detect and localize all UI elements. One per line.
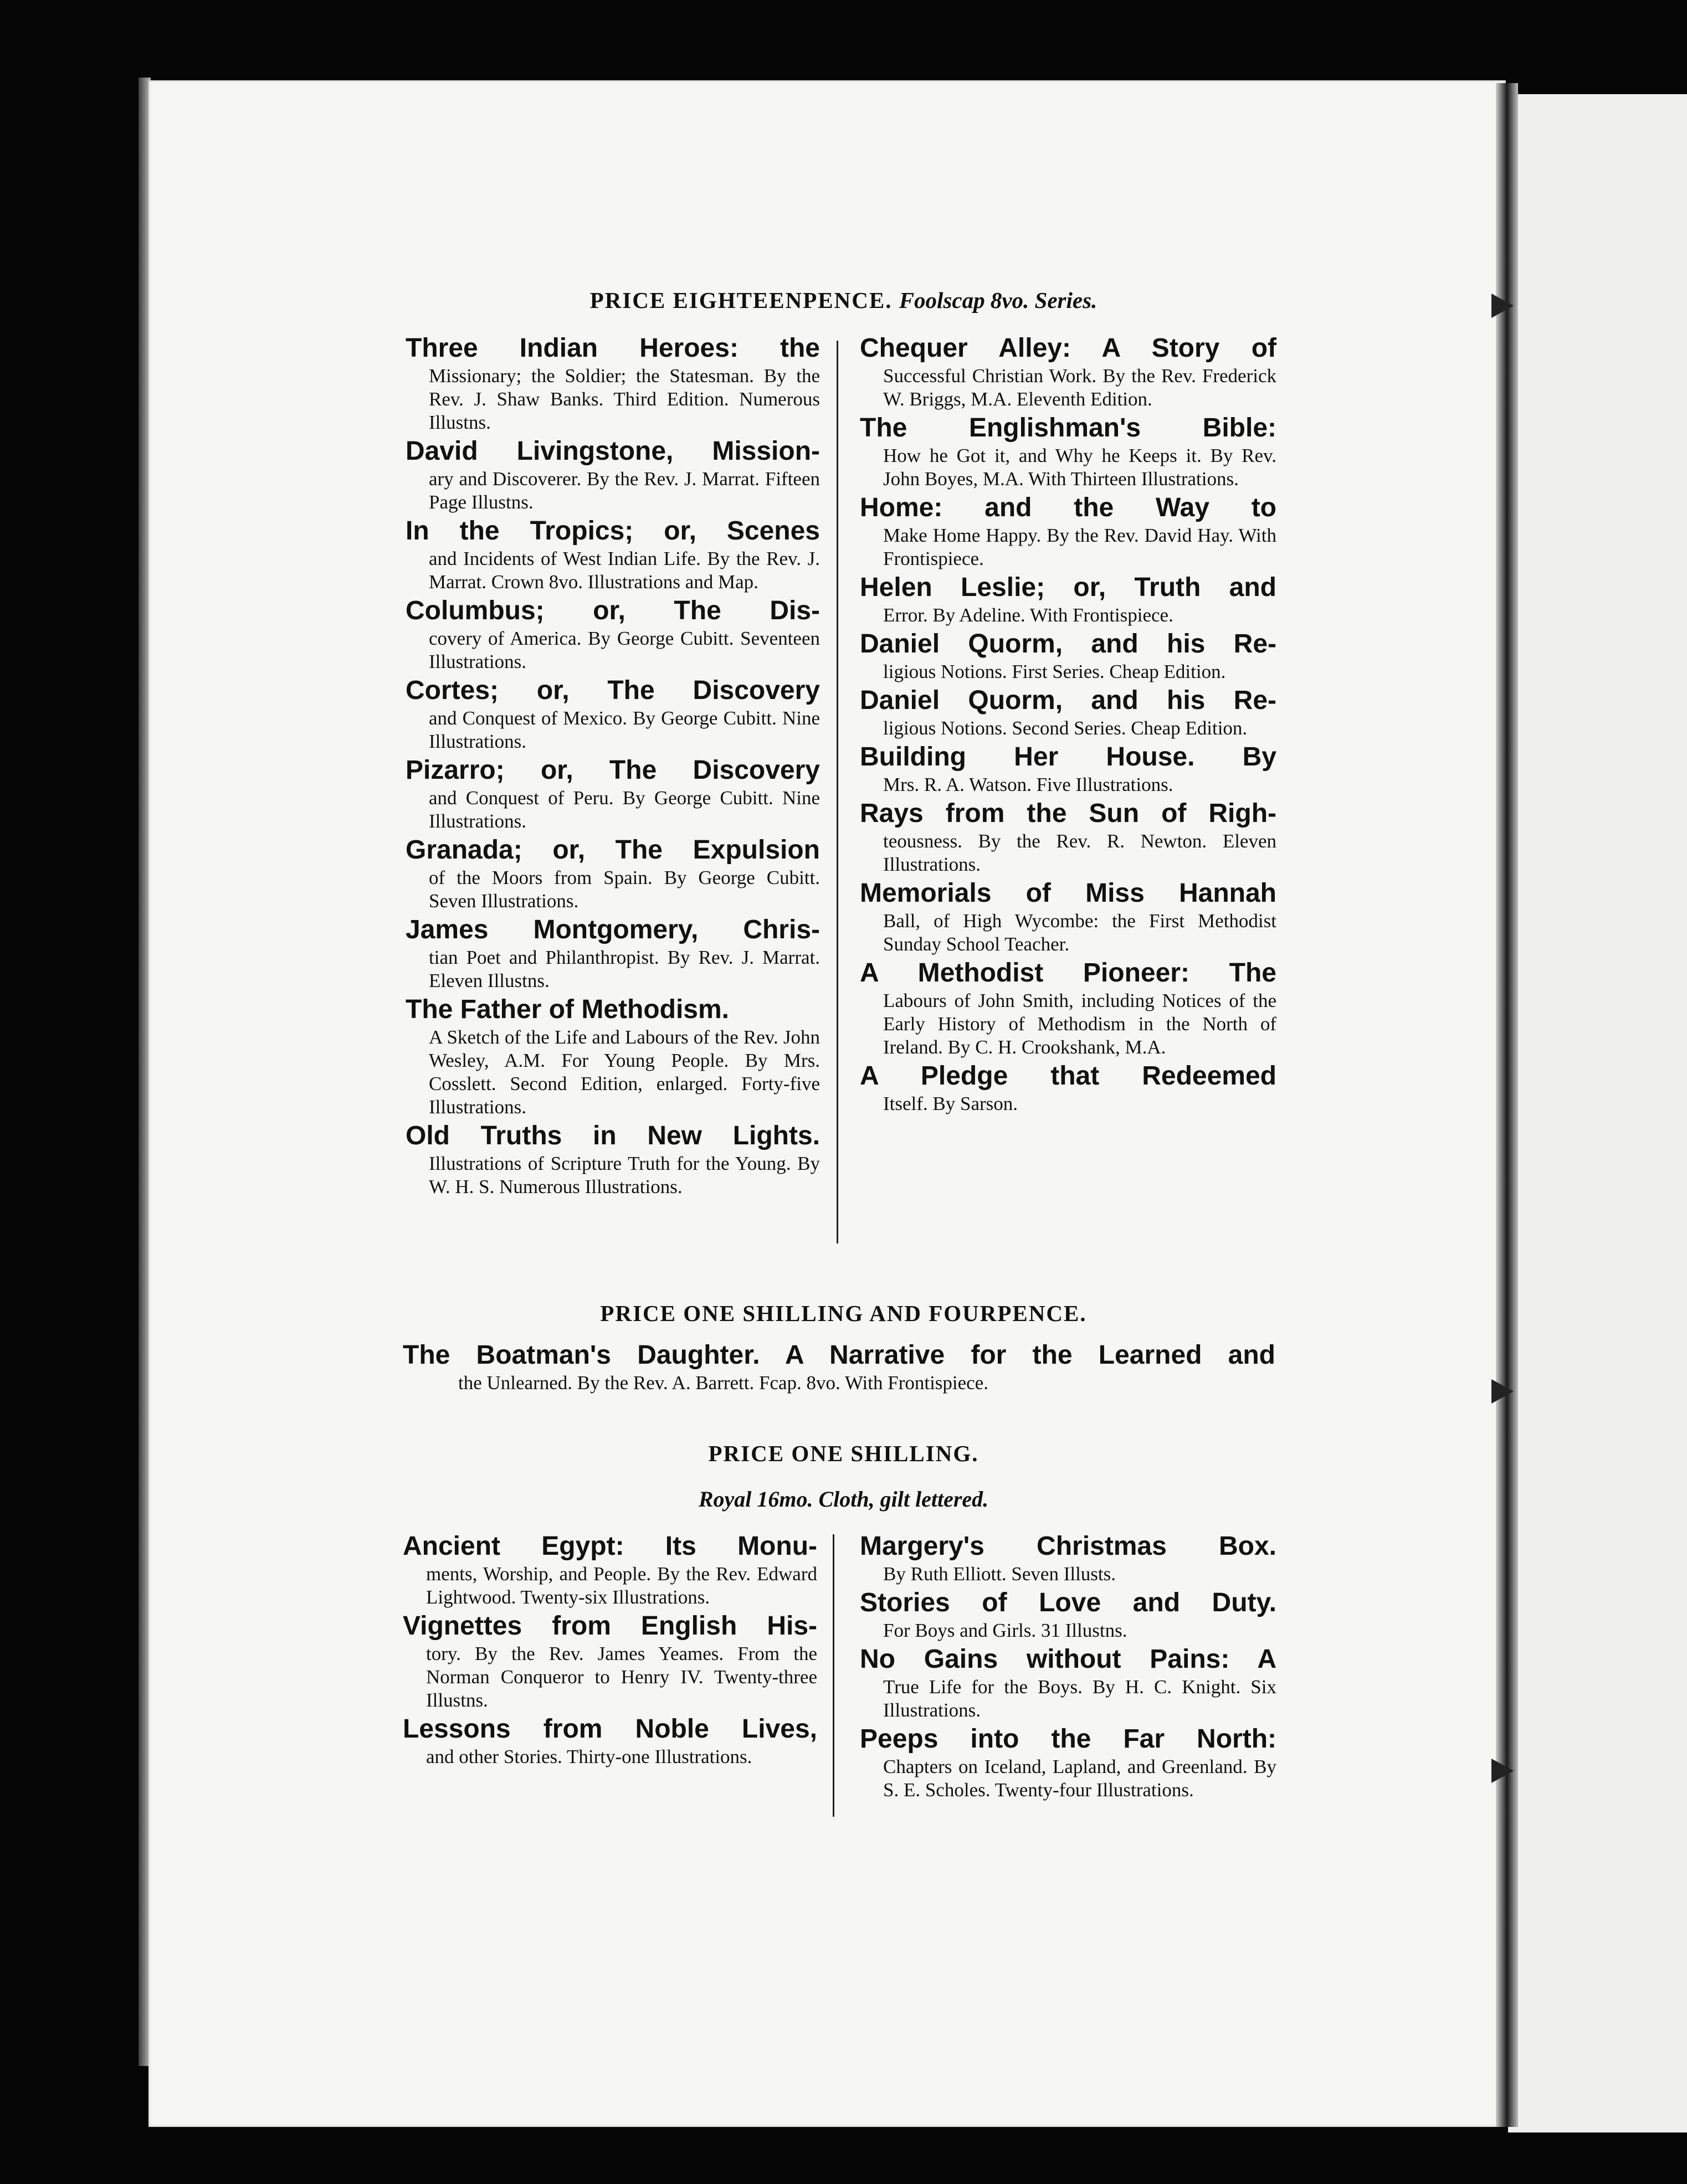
book-title: In the Tropics; or, Scenes [406,516,820,546]
column-left-shilling [403,1530,817,1770]
book-entry [406,332,820,434]
section-subheading: Royal 16mo. Cloth, gilt lettered. [698,1487,989,1512]
book-entry [860,957,1276,1059]
book-description: By Ruth Elliott. Seven Illusts. [883,1563,1116,1585]
book-title: The Englishman's Bible: [860,413,1276,443]
page-tab-marker [1491,1379,1514,1404]
book-entry [860,1643,1276,1722]
column-divider [837,341,838,1243]
section-heading-fourpence: PRICE ONE SHILLING AND FOURPENCE. [600,1301,1087,1326]
book-title: Peeps into the Far North: [860,1724,1276,1754]
book-entry [406,1120,820,1199]
book-title: No Gains without Pains: A [860,1645,1276,1674]
book-entry [406,595,820,674]
facing-page-edge [1508,94,1687,2132]
book-description: Itself. By Sarson. [883,1093,1018,1114]
book-description: How he Got it, and Why he Keeps it. By Rev. John Boyes, M.A. With Thirteen Illustrations. [883,445,1276,490]
column-right-shilling [860,1530,1276,1803]
book-entry [860,741,1276,796]
book-description: and Incidents of West Indian Life. By the Rev. J. Marrat. Crown 8vo. Illustrations and Map. [429,548,820,593]
book-entry [406,914,820,993]
book-description: Chapters on Iceland, Lapland, and Greenland. By S. E. Scholes. Twenty-four Illustrations. [883,1756,1276,1801]
book-title: Pizarro; or, The Discovery [406,756,820,785]
book-entry [860,1060,1276,1116]
book-title: Stories of Love and Duty. [860,1588,1276,1617]
book-entry [406,834,820,913]
book-title: Memorials of Miss Hannah [860,878,1276,908]
book-title: Rays from the Sun of Righ- [860,799,1276,828]
book-description: True Life for the Boys. By H. C. Knight. Six Illustrations. [883,1676,1276,1721]
book-title: A Pledge that Redeemed [860,1061,1276,1091]
book-description: Mrs. R. A. Watson. Five Illustrations. [883,774,1173,795]
book-title: Lessons from Noble Lives, [403,1714,817,1744]
book-title: Granada; or, The Expulsion [406,835,820,865]
book-title: The Boatman's Daughter. A Narrative for the Learned and [403,1340,1275,1370]
book-description: of the Moors from Spain. By George Cubitt. Seven Illustrations. [429,867,820,912]
book-title: Helen Leslie; or, Truth and [860,573,1276,602]
book-title: David Livingstone, Mission- [406,436,820,466]
book-description: Make Home Happy. By the Rev. David Hay. With Frontispiece. [883,525,1276,569]
book-entry [403,1713,817,1769]
book-title: Three Indian Heroes: the [406,333,820,363]
page-tab-marker [1491,1759,1514,1783]
book-entry [860,685,1276,740]
book-description: ligious Notions. Second Series. Cheap Edition. [883,717,1248,739]
scanned-page [148,80,1506,2127]
book-entry [406,675,820,753]
book-title: Cortes; or, The Discovery [406,676,820,705]
book-title: James Montgomery, Chris- [406,915,820,944]
book-description: Missionary; the Soldier; the Statesman. By the Rev. J. Shaw Banks. Third Edition. Numerous Illustns. [429,365,820,433]
book-title: The Father of Methodism. [406,995,730,1024]
section-heading-eighteenpence [0,287,1687,314]
book-entry [860,492,1276,571]
book-entry [403,1610,817,1712]
book-entry [406,515,820,594]
column-right-eighteenpence [860,332,1276,1117]
book-entry [860,1530,1276,1586]
book-description: covery of America. By George Cubitt. Seventeen Illustrations. [429,628,820,672]
book-entry-full-width [403,1339,1275,1395]
book-title: Home: and the Way to [860,493,1276,522]
book-description: ments, Worship, and People. By the Rev. Edward Lightwood. Twenty-six Illustrations. [426,1563,817,1608]
book-description: tian Poet and Philanthropist. By Rev. J. Marrat. Eleven Illustns. [429,947,820,991]
book-description: tory. By the Rev. James Yeames. From the Norman Conqueror to Henry IV. Twenty-three Illustns. [426,1643,817,1711]
book-title: Chequer Alley: A Story of [860,333,1276,363]
book-entry [860,572,1276,627]
book-description: teousness. By the Rev. R. Newton. Eleven Illustrations. [883,830,1276,875]
section-heading-shilling: PRICE ONE SHILLING. [708,1441,979,1466]
book-entry [860,877,1276,956]
book-title: Ancient Egypt: Its Monu- [403,1532,817,1561]
book-entry [860,628,1276,684]
column-divider [833,1534,834,1817]
heading-text: PRICE EIGHTEENPENCE. [589,287,893,313]
book-title: A Methodist Pioneer: The [860,958,1276,988]
book-entry [860,332,1276,411]
column-left-eighteenpence [406,332,820,1200]
book-description: Error. By Adeline. With Frontispiece. [883,604,1173,626]
book-title: Daniel Quorm, and his Re- [860,629,1276,659]
book-title: Vignettes from English His- [403,1611,817,1641]
book-description: Successful Christian Work. By the Rev. Frederick W. Briggs, M.A. Eleventh Edition. [883,365,1276,410]
heading-italic-text: Foolscap 8vo. Series. [899,287,1098,313]
book-entry [860,798,1276,876]
book-entry [860,1723,1276,1802]
book-description: and other Stories. Thirty-one Illustrations. [426,1746,752,1767]
book-description: For Boys and Girls. 31 Illustns. [883,1620,1127,1641]
book-description: Illustrations of Scripture Truth for the Young. By W. H. S. Numerous Illustrations. [429,1153,820,1198]
book-description: A Sketch of the Life and Labours of the Rev. John Wesley, A.M. For Young People. By Mrs. Cosslett. Second Edition, enlarged. Forty-five Illustrations. [429,1026,820,1118]
book-description: ary and Discoverer. By the Rev. J. Marrat. Fifteen Page Illustns. [429,468,820,513]
book-title: Daniel Quorm, and his Re- [860,686,1276,715]
book-entry [406,754,820,833]
book-title: Old Truths in New Lights. [406,1121,820,1150]
book-entry [403,1530,817,1609]
book-description: Ball, of High Wycombe: the First Methodist Sunday School Teacher. [883,910,1276,955]
book-description: Labours of John Smith, including Notices of the Early History of Methodism in the North of Ireland. By C. H. Crookshank, M.A. [883,990,1276,1058]
book-entry [406,435,820,514]
book-entry [860,412,1276,491]
book-title: Columbus; or, The Dis- [406,596,820,625]
book-description: and Conquest of Peru. By George Cubitt. Nine Illustrations. [429,787,820,832]
book-entry [860,1587,1276,1642]
book-title: Margery's Christmas Box. [860,1532,1276,1561]
book-description: ligious Notions. First Series. Cheap Edition. [883,661,1226,682]
book-title: Building Her House. By [860,742,1276,772]
book-description: the Unlearned. By the Rev. A. Barrett. Fcap. 8vo. With Frontispiece. [458,1372,988,1394]
page-fold [1496,83,1518,2127]
book-entry [406,994,820,1119]
book-description: and Conquest of Mexico. By George Cubitt. Nine Illustrations. [429,707,820,752]
